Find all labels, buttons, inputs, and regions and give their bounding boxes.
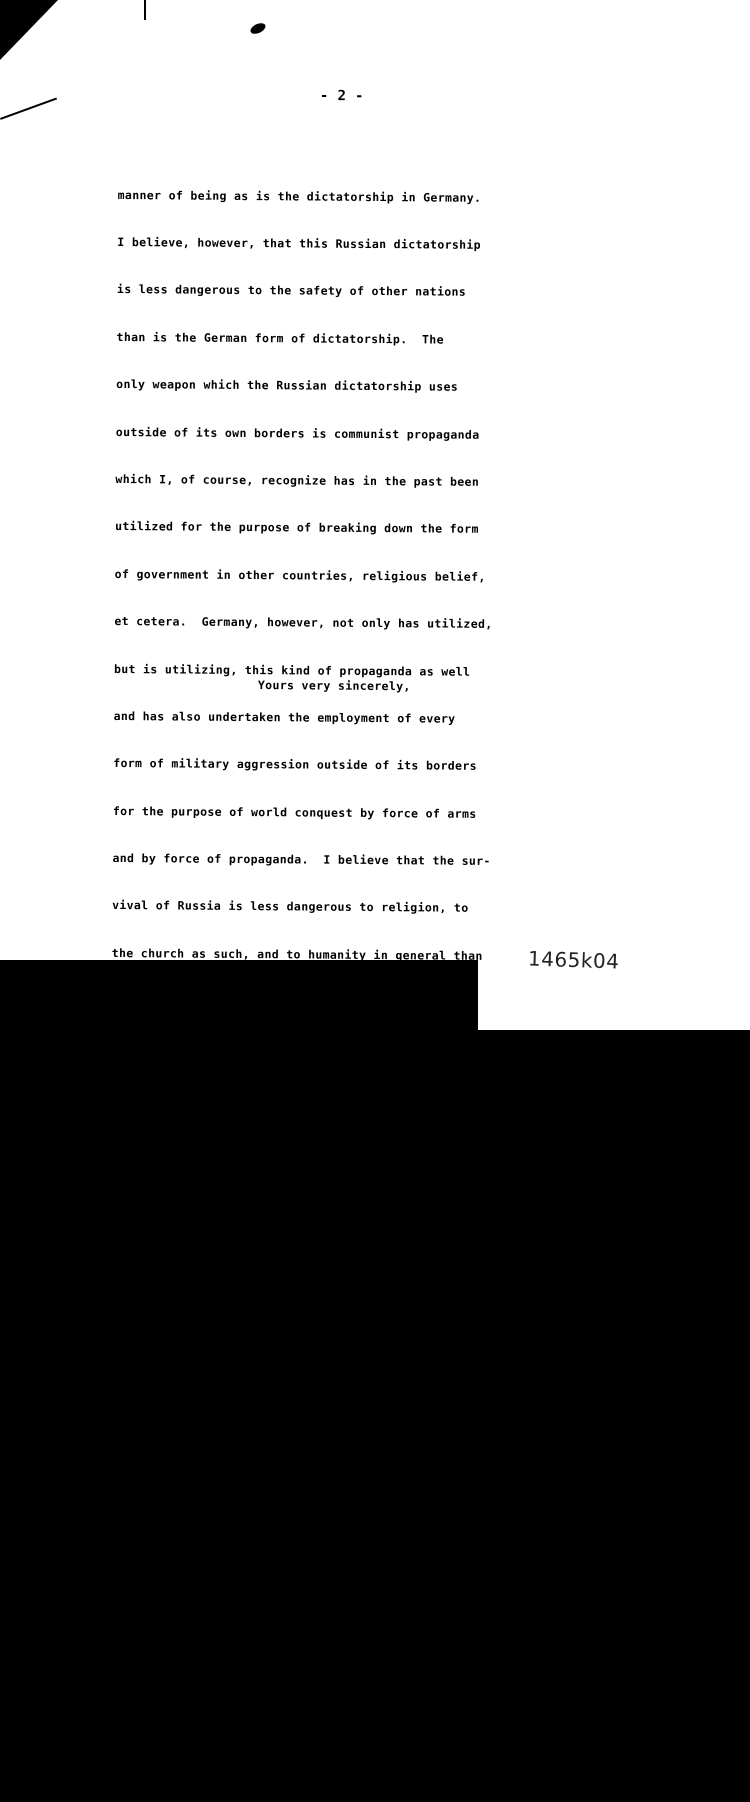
body-line: outside of its own borders is communist propaganda	[115, 424, 480, 442]
body-line: than is the German form of dictatorship. The	[116, 329, 444, 347]
margin-mark	[144, 0, 146, 20]
body-line: form of military aggression outside of its borders	[113, 756, 477, 774]
archive-number: 1465k04	[527, 946, 620, 974]
body-line: which I, of course, recognize has in the past been	[115, 471, 480, 489]
body-line: I believe, however, that this Russian dictatorship	[117, 234, 482, 252]
body-line: Holiness and I share that a firm basis for last-	[107, 1419, 458, 1437]
body-line: ing concord between men and nations founded on the	[107, 1467, 472, 1484]
page-number: - 2 -	[319, 88, 364, 105]
body-line: and by force of propaganda. I believe that the sur-	[112, 851, 491, 869]
body-line: only weapon which the Russian dictatorship uses	[116, 377, 459, 394]
body-line: the church as such, and to humanity in general than	[111, 945, 483, 963]
letter-body	[105, 156, 496, 1802]
body-line: torship. Furthermore, it is my belief that the	[110, 1040, 453, 1058]
body-line: for the purpose of world conquest by force of arms	[112, 803, 477, 821]
body-line: principles of Christianity can again be established,	[107, 1514, 486, 1532]
body-line: is less dangerous to the safety of other nations	[116, 282, 467, 300]
body-line: would be the survival of the German form of dicta-	[111, 993, 476, 1011]
body-line: their eyes to these basic questions and by their	[109, 1182, 460, 1200]
body-line: vival of Russia is less dangerous to religion, to	[112, 898, 469, 916]
complimentary-close: Yours very sincerely,	[257, 678, 411, 694]
body-line: Believe me, with the assurances of my highest	[105, 1704, 470, 1721]
body-line: stand my position in this respect.	[106, 1656, 354, 1673]
body-line: of government in other countries, religious belief,	[114, 566, 486, 584]
body-line: but is utilizing, this kind of propaganda as well	[113, 661, 471, 679]
body-line: recognize these facts clearly and should not close	[110, 1135, 474, 1153]
body-line: Germany in her present objectives.	[109, 1277, 357, 1294]
body-line: leaders of all churches in the United States should	[110, 1087, 482, 1105]
body-line: Bearing in mind the common desire which Your	[108, 1372, 465, 1390]
paragraph-break	[109, 1325, 487, 1344]
body-line: regard,	[105, 1751, 157, 1766]
body-line: utilized for the purpose of breaking down the form	[115, 519, 479, 537]
body-line: I have asked Mr. Taylor to explain my feelings in	[106, 1561, 464, 1579]
folded-corner-shadow	[0, 0, 58, 60]
body-line: present attitude on this question directly assist	[109, 1230, 466, 1247]
body-line: and has also undertaken the employment of every	[113, 708, 456, 726]
body-line: et cetera. Germany, however, not only has utilized,	[114, 614, 493, 632]
body-line: manner of being as is the dictatorship in Germany.	[117, 187, 482, 205]
body-line: this matter in order that Your Holiness may under-	[106, 1609, 471, 1627]
